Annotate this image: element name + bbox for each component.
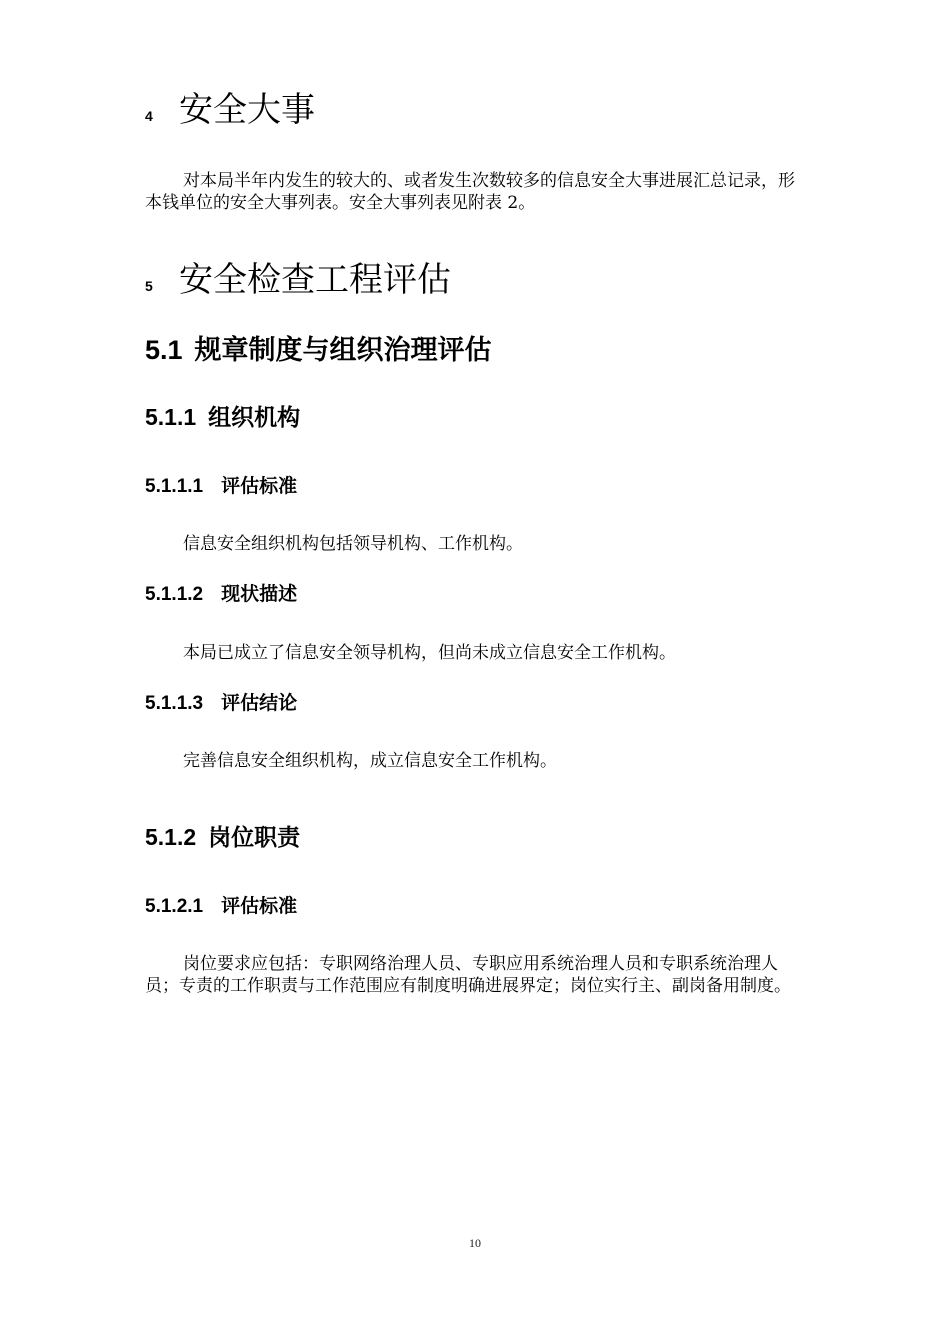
heading-number: 5.1.1.1 bbox=[145, 476, 204, 497]
heading-title: 评估标准 bbox=[221, 475, 298, 497]
heading-number: 5.1.2.1 bbox=[145, 896, 204, 917]
heading-number: 5.1.1.3 bbox=[145, 693, 204, 714]
page-number: 10 bbox=[469, 1236, 481, 1250]
heading-title: 安全大事 bbox=[179, 90, 315, 130]
heading-section-5 bbox=[145, 260, 451, 306]
heading-number: 5.1.2 bbox=[145, 824, 197, 850]
heading-number: 5.1.1 bbox=[145, 404, 197, 430]
heading-section-5-1-1-1 bbox=[145, 473, 297, 500]
heading-title: 组织机构 bbox=[208, 405, 301, 431]
heading-section-5-1-1 bbox=[145, 402, 300, 433]
heading-section-5-1-2 bbox=[145, 822, 300, 853]
paragraph-evaluation-standard: 信息安全组织机构包括领导机构、工作机构。 bbox=[183, 534, 523, 554]
heading-number: 5.1 bbox=[145, 335, 183, 365]
heading-title: 岗位职责 bbox=[208, 825, 301, 851]
heading-section-5-1 bbox=[145, 333, 492, 368]
heading-number: 5 bbox=[145, 278, 153, 294]
heading-title: 评估结论 bbox=[221, 692, 298, 714]
heading-title: 安全检查工程评估 bbox=[179, 260, 451, 300]
heading-section-5-1-2-1 bbox=[145, 893, 297, 920]
paragraph-evaluation-conclusion: 完善信息安全组织机构，成立信息安全工作机构。 bbox=[183, 751, 557, 771]
heading-section-5-1-1-2 bbox=[145, 581, 297, 608]
heading-number: 5.1.1.2 bbox=[145, 584, 204, 605]
heading-number: 4 bbox=[145, 108, 153, 124]
heading-title: 评估标准 bbox=[221, 895, 298, 917]
heading-section-4 bbox=[145, 90, 315, 136]
paragraph-post-requirements: 岗位要求应包括：专职网络治理人员、专职应用系统治理人员和专职系统治理人员；专责的工作职责与工作范围应有制度明确进展界定；岗位实行主、副岗备用制度。 bbox=[145, 954, 791, 996]
heading-section-5-1-1-3 bbox=[145, 690, 297, 717]
paragraph-security-events: 对本局半年内发生的较大的、或者发生次数较多的信息安全大事进展汇总记录，形本钱单位的安全大事列表。安全大事列表见附表 2。 bbox=[145, 171, 795, 213]
paragraph-current-status: 本局已成立了信息安全领导机构，但尚未成立信息安全工作机构。 bbox=[183, 643, 676, 663]
heading-title: 现状描述 bbox=[221, 583, 298, 605]
heading-title: 规章制度与组织治理评估 bbox=[194, 335, 492, 366]
